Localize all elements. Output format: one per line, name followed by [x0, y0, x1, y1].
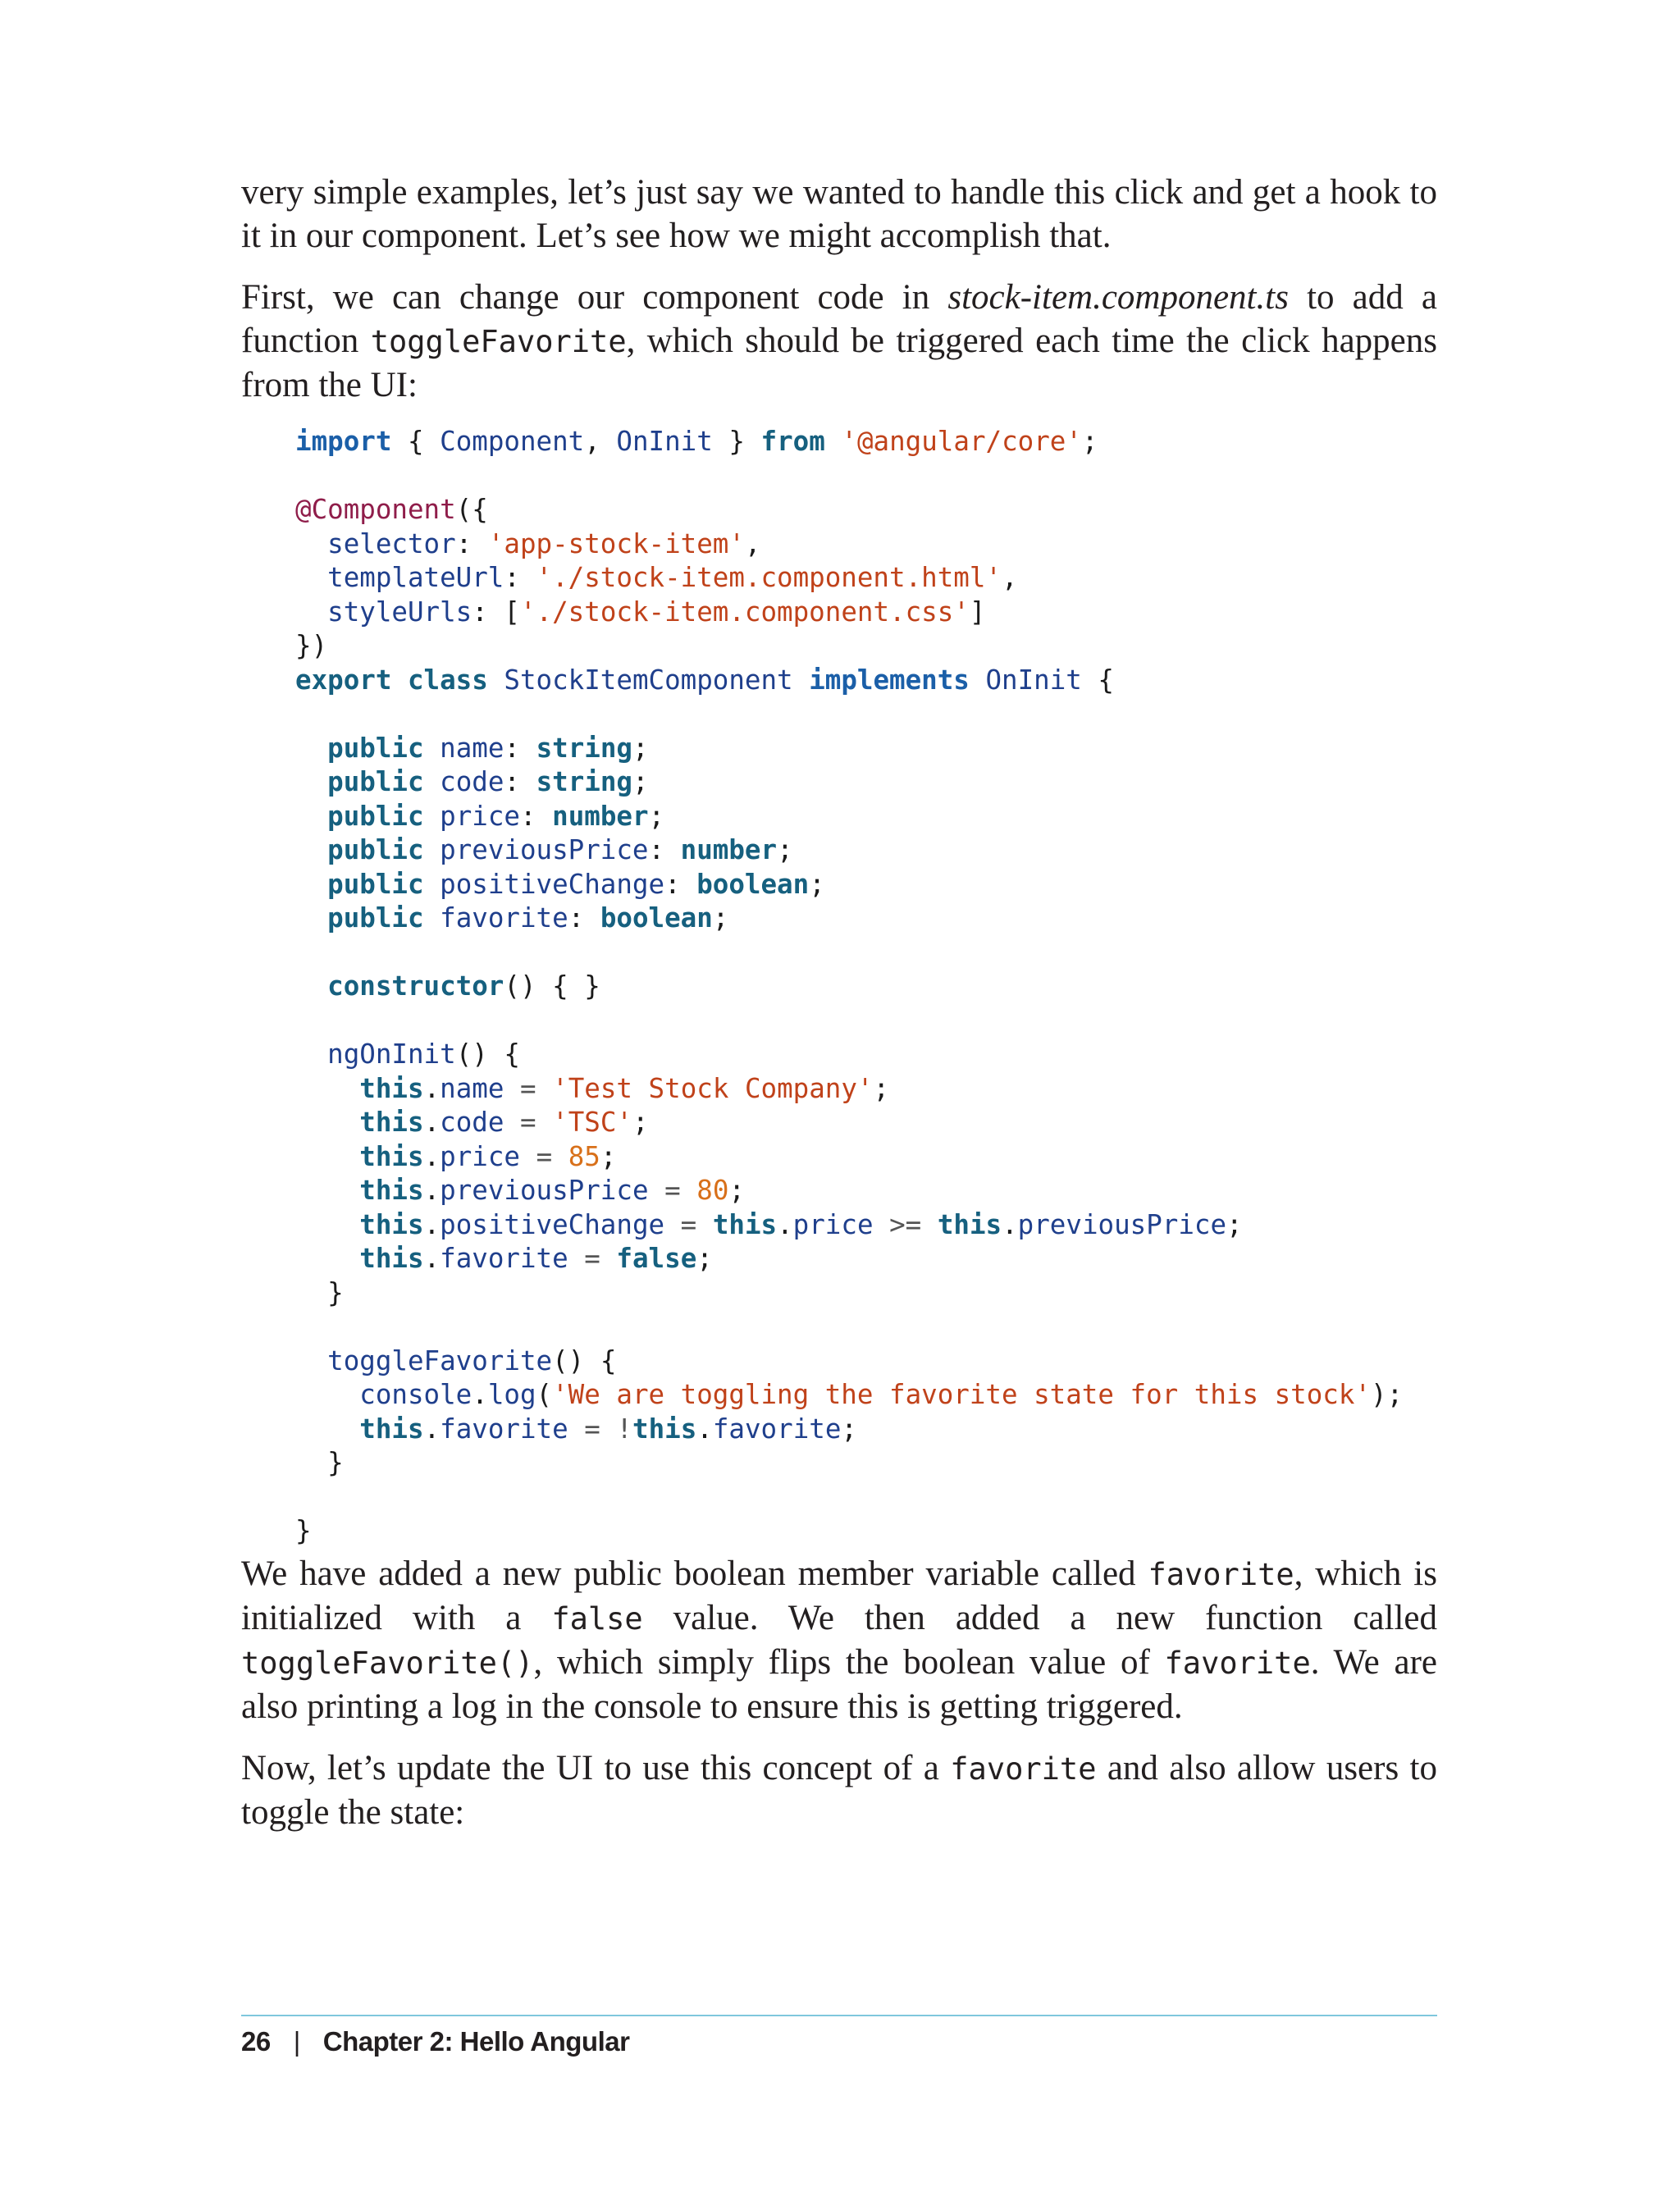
footer-divider: [241, 2015, 1437, 2016]
paragraph-intro: [241, 171, 1437, 258]
page-footer: [241, 2026, 629, 2057]
paragraph-text: , which simply flips the boolean value of: [533, 1642, 1165, 1682]
page-number: 26: [241, 2026, 271, 2057]
paragraph-text: value. We then added a new function called: [642, 1598, 1437, 1637]
paragraph-text: First, we can change our component code in: [241, 278, 948, 317]
paragraph-explanation: [241, 1552, 1437, 1728]
paragraph-update-ui: [241, 1746, 1437, 1834]
paragraph-text: . We are also printing a log in the console to ensure this is getting triggered.: [241, 1642, 1437, 1726]
inline-code: false: [551, 1600, 643, 1637]
inline-code: favorite: [1164, 1645, 1311, 1681]
paragraph-text: , which is initialized with a: [241, 1554, 1437, 1637]
paragraph-text: We have added a new public boolean member variable called: [241, 1554, 1148, 1593]
inline-code: toggleFavorite(): [241, 1645, 534, 1681]
page-content: [241, 171, 1437, 1852]
footer-separator: |: [293, 2026, 300, 2057]
paragraph-text: , which should be triggered each time the click happens from the UI:: [241, 322, 1437, 404]
paragraph-intro-text: very simple examples, let’s just say we wanted to handle this click and get a hook to it in our component. Let’s see how we might accomplish that.: [241, 173, 1437, 255]
paragraph-text: and also allow users to toggle the state:: [241, 1748, 1438, 1832]
code-listing: import { Component, OnInit } from '@angular/core'; @Component({ selector: 'app-stock-item', templateUrl: './stock-item.component.html', styleUrls: ['./stock-item.component.css'] }) export class StockItemComponent implements OnInit { public name: string; public code: string; public price: number; public previousPrice: number; public positiveChange: boolean; public favorite: boolean; constructor() { } ngOnInit() { this.name = 'Test Stock Company'; this.code = 'TSC'; this.price = 85; this.previousPrice = 80; this.positiveChange = this.price >= this.previousPrice; this.favorite = false; } toggleFavorite() { console.log('We are toggling the favorite state for this stock'); this.favorite = !this.favorite; } }: [295, 426, 1404, 1546]
paragraph-text: Now, let’s update the UI to use this concept of a: [241, 1748, 951, 1787]
file-name: stock-item.component.ts: [947, 278, 1289, 317]
paragraph-first-change: [241, 276, 1437, 407]
inline-code: favorite: [1148, 1556, 1294, 1592]
paragraph-text: to add a function: [241, 278, 1437, 360]
chapter-title: Chapter 2: Hello Angular: [322, 2026, 630, 2057]
inline-code: favorite: [950, 1751, 1097, 1787]
inline-code: toggleFavorite: [370, 324, 627, 359]
